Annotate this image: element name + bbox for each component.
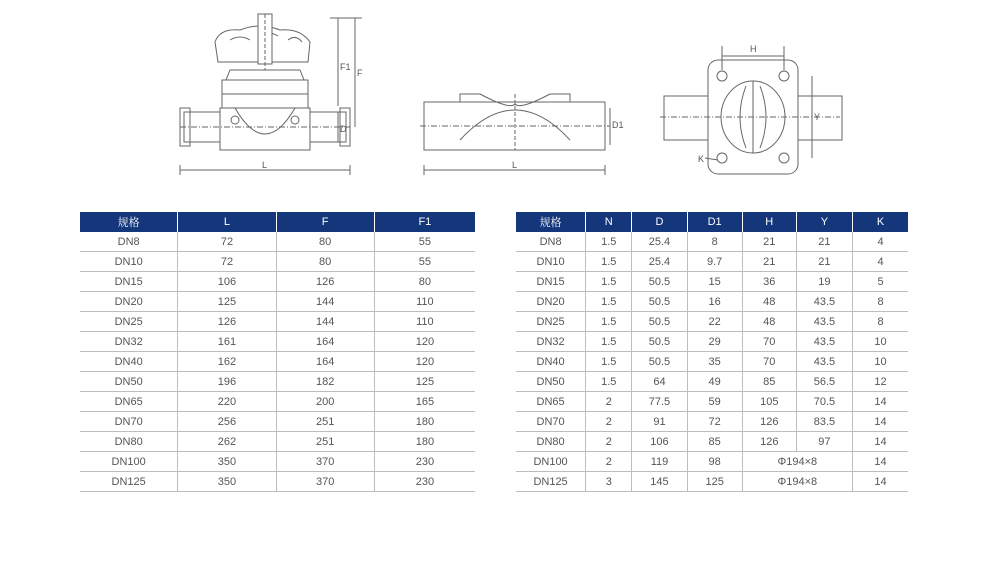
spec-size-cell: DN70 (516, 412, 586, 432)
column-header: Y (796, 212, 852, 232)
table-cell: 110 (374, 292, 475, 312)
table-cell: 4 (853, 232, 909, 252)
table-row (516, 272, 908, 292)
table-row (80, 352, 475, 372)
table-cell: 9.7 (687, 252, 742, 272)
column-header: N (586, 212, 632, 232)
table-row (80, 272, 475, 292)
table-cell: 126 (276, 272, 374, 292)
table-cell: 29 (687, 332, 742, 352)
table-cell: 2 (586, 392, 632, 412)
column-header: L (178, 212, 276, 232)
table-cell: 120 (374, 332, 475, 352)
table-cell: 59 (687, 392, 742, 412)
table-cell: 25.4 (632, 252, 687, 272)
table-cell: 21 (796, 232, 852, 252)
spec-size-cell: DN40 (80, 352, 178, 372)
spec-size-cell: DN100 (80, 452, 178, 472)
table-row (516, 292, 908, 312)
table-cell: 10 (853, 332, 909, 352)
table-cell: 64 (632, 372, 687, 392)
spec-size-cell: DN20 (516, 292, 586, 312)
table-cell: 91 (632, 412, 687, 432)
table-cell: 1.5 (586, 372, 632, 392)
spec-size-cell: DN100 (516, 452, 586, 472)
table-cell: 72 (178, 252, 276, 272)
spec-size-cell: DN25 (516, 312, 586, 332)
table-cell: 21 (742, 232, 796, 252)
table-cell: 14 (853, 472, 909, 492)
table-row (80, 452, 475, 472)
table-cell: Φ194×8 (742, 472, 852, 492)
table-cell: 14 (853, 452, 909, 472)
table-cell: 370 (276, 472, 374, 492)
table-cell: 230 (374, 472, 475, 492)
dim-label-l: L (262, 160, 268, 170)
spec-size-cell: DN80 (80, 432, 178, 452)
spec-size-cell: DN70 (80, 412, 178, 432)
table-cell: 72 (687, 412, 742, 432)
valve-section-view-drawing (420, 0, 624, 190)
table-cell: 35 (687, 352, 742, 372)
table-cell: 98 (687, 452, 742, 472)
table-cell: 350 (178, 452, 276, 472)
table-row (80, 412, 475, 432)
dim-label-y: Y (814, 112, 821, 122)
table-cell: 144 (276, 312, 374, 332)
table-cell: 220 (178, 392, 276, 412)
table-row (516, 252, 908, 272)
table-cell: 106 (178, 272, 276, 292)
spec-size-cell: DN40 (516, 352, 586, 372)
spec-size-cell: DN50 (80, 372, 178, 392)
table-cell: 25.4 (632, 232, 687, 252)
table-cell: 15 (687, 272, 742, 292)
table-cell: 164 (276, 352, 374, 372)
table-cell: 1.5 (586, 272, 632, 292)
table-row (516, 412, 908, 432)
spec-size-cell: DN25 (80, 312, 178, 332)
table-cell: 55 (374, 232, 475, 252)
table-cell: 14 (853, 392, 909, 412)
spec-size-cell: DN32 (516, 332, 586, 352)
table-cell: 85 (742, 372, 796, 392)
table-cell: 8 (687, 232, 742, 252)
spec-size-cell: DN10 (516, 252, 586, 272)
table-cell: 4 (853, 252, 909, 272)
column-header: 规格 (516, 212, 586, 232)
table-cell: 110 (374, 312, 475, 332)
table-cell: 120 (374, 352, 475, 372)
table-cell: 72 (178, 232, 276, 252)
table-cell: 1.5 (586, 352, 632, 372)
table-cell: 145 (632, 472, 687, 492)
table-cell: 370 (276, 452, 374, 472)
table-cell: 125 (374, 372, 475, 392)
table-cell: 2 (586, 412, 632, 432)
table-cell: 80 (276, 232, 374, 252)
table-cell: 1.5 (586, 292, 632, 312)
table-cell: 8 (853, 312, 909, 332)
table-cell: 43.5 (796, 312, 852, 332)
table-cell: 1.5 (586, 312, 632, 332)
table-row (516, 372, 908, 392)
table-cell: 1.5 (586, 332, 632, 352)
table-row (80, 472, 475, 492)
table-cell: 161 (178, 332, 276, 352)
table-row (80, 392, 475, 412)
table-cell: 180 (374, 412, 475, 432)
table-cell: 16 (687, 292, 742, 312)
table-cell: 262 (178, 432, 276, 452)
column-header: F (276, 212, 374, 232)
table-cell: 50.5 (632, 352, 687, 372)
table-cell: 230 (374, 452, 475, 472)
table-cell: 106 (632, 432, 687, 452)
table-cell: 8 (853, 292, 909, 312)
dim-label-l2: L (512, 160, 518, 170)
spec-size-cell: DN10 (80, 252, 178, 272)
spec-size-cell: DN125 (80, 472, 178, 492)
column-header: F1 (374, 212, 475, 232)
column-header: D (632, 212, 687, 232)
dimension-table-right (516, 212, 908, 492)
table-row (516, 312, 908, 332)
table-cell: 182 (276, 372, 374, 392)
table-cell: 14 (853, 432, 909, 452)
table-cell: 200 (276, 392, 374, 412)
table-row (516, 472, 908, 492)
table-cell: 19 (796, 272, 852, 292)
table-cell: 105 (742, 392, 796, 412)
table-row (516, 392, 908, 412)
table-cell: 1.5 (586, 252, 632, 272)
table-cell: 164 (276, 332, 374, 352)
table-cell: 43.5 (796, 332, 852, 352)
table-cell: 251 (276, 432, 374, 452)
spec-size-cell: DN15 (80, 272, 178, 292)
table-row (80, 432, 475, 452)
table-cell: 2 (586, 432, 632, 452)
table-cell: 21 (742, 252, 796, 272)
spec-size-cell: DN50 (516, 372, 586, 392)
table-cell: 70.5 (796, 392, 852, 412)
column-header: D1 (687, 212, 742, 232)
table-cell: 22 (687, 312, 742, 332)
table-cell: 126 (742, 432, 796, 452)
column-header: H (742, 212, 796, 232)
table-cell: 125 (178, 292, 276, 312)
table-cell: 126 (178, 312, 276, 332)
table-cell: 2 (586, 452, 632, 472)
table-row (80, 332, 475, 352)
table-cell: 126 (742, 412, 796, 432)
dim-label-d: D (340, 124, 347, 134)
table-cell: 119 (632, 452, 687, 472)
dim-label-d1: D1 (612, 120, 624, 130)
table-cell: 162 (178, 352, 276, 372)
table-row (516, 232, 908, 252)
table-row (80, 252, 475, 272)
table-row (80, 312, 475, 332)
table-cell: 83.5 (796, 412, 852, 432)
table-row (516, 432, 908, 452)
table-cell: 80 (374, 272, 475, 292)
table-cell: Φ194×8 (742, 452, 852, 472)
table-cell: 10 (853, 352, 909, 372)
table-cell: 70 (742, 352, 796, 372)
table-cell: 43.5 (796, 292, 852, 312)
table-cell: 50.5 (632, 312, 687, 332)
table-cell: 70 (742, 332, 796, 352)
table-cell: 48 (742, 292, 796, 312)
table-cell: 165 (374, 392, 475, 412)
table-cell: 256 (178, 412, 276, 432)
column-header: 规格 (80, 212, 178, 232)
dim-label-k: K (698, 154, 705, 164)
table-row (80, 372, 475, 392)
table-row (516, 452, 908, 472)
table-row (516, 332, 908, 352)
valve-side-view-drawing (180, 0, 380, 190)
table-cell: 36 (742, 272, 796, 292)
table-cell: 85 (687, 432, 742, 452)
table-cell: 5 (853, 272, 909, 292)
spec-size-cell: DN20 (80, 292, 178, 312)
spec-size-cell: DN65 (80, 392, 178, 412)
table-cell: 251 (276, 412, 374, 432)
spec-size-cell: DN80 (516, 432, 586, 452)
spec-size-cell: DN15 (516, 272, 586, 292)
table-cell: 77.5 (632, 392, 687, 412)
table-cell: 180 (374, 432, 475, 452)
table-cell: 97 (796, 432, 852, 452)
table-cell: 50.5 (632, 272, 687, 292)
table-cell: 12 (853, 372, 909, 392)
table-cell: 196 (178, 372, 276, 392)
table-cell: 144 (276, 292, 374, 312)
table-cell: 125 (687, 472, 742, 492)
table-row (80, 292, 475, 312)
spec-size-cell: DN8 (80, 232, 178, 252)
table-cell: 43.5 (796, 352, 852, 372)
dim-label-f: F (357, 68, 363, 78)
spec-size-cell: DN125 (516, 472, 586, 492)
dimension-table-left (80, 212, 475, 492)
spec-size-cell: DN65 (516, 392, 586, 412)
table-cell: 350 (178, 472, 276, 492)
table-row (80, 232, 475, 252)
column-header: K (853, 212, 909, 232)
table-cell: 1.5 (586, 232, 632, 252)
valve-top-view-drawing (660, 0, 840, 190)
table-cell: 50.5 (632, 332, 687, 352)
spec-size-cell: DN32 (80, 332, 178, 352)
spec-size-cell: DN8 (516, 232, 586, 252)
table-cell: 21 (796, 252, 852, 272)
table-cell: 48 (742, 312, 796, 332)
dim-label-h: H (750, 44, 757, 54)
table-cell: 3 (586, 472, 632, 492)
table-cell: 14 (853, 412, 909, 432)
table-cell: 50.5 (632, 292, 687, 312)
table-cell: 55 (374, 252, 475, 272)
table-cell: 49 (687, 372, 742, 392)
table-cell: 80 (276, 252, 374, 272)
table-cell: 56.5 (796, 372, 852, 392)
dim-label-f1: F1 (340, 62, 351, 72)
table-row (516, 352, 908, 372)
